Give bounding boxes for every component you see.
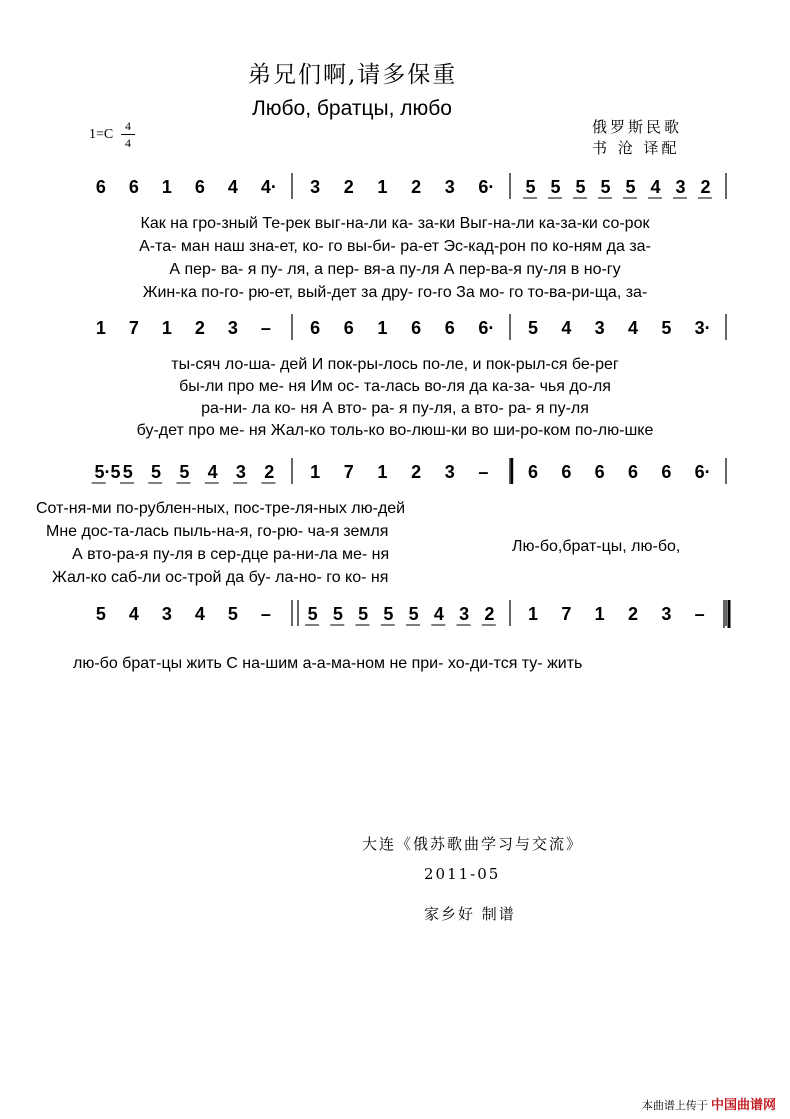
note-symbol: 6 <box>194 177 205 197</box>
note-symbol: – <box>260 604 271 624</box>
note-symbol: 2 <box>700 177 711 197</box>
lyric-line-s3-2: Мне дос-та-лась пыль-на-я, го-рю- ча-я земля <box>46 523 389 540</box>
note-symbol: 2 <box>264 462 275 482</box>
note-symbol: 2 <box>628 604 639 624</box>
lyric-line-s2-2: бы-ли про ме- ня Им ос- та-лась во-ля да ка-за- чья до-ля <box>179 378 611 395</box>
source-credit: 大连《俄苏歌曲学习与交流》 <box>362 835 584 853</box>
lyric-line-s1-3: А пер- ва- я пу- ля, а пер- вя-а пу-ля А пер-ва-я пу-ля в но-гу <box>169 261 621 278</box>
note-symbol: 6 <box>561 462 572 482</box>
note-symbol: – <box>694 604 705 624</box>
note-symbol: 7 <box>561 604 572 624</box>
note-symbol: 6 <box>128 177 139 197</box>
lyric-line-s3-4: Жал-ко саб-ли ос-трой да бу- ла-но- го ко- ня <box>52 569 389 586</box>
note-symbol: 5 <box>525 177 536 197</box>
note-symbol: 5 <box>358 604 369 624</box>
note-symbol: 6 <box>444 318 455 338</box>
site-logo: 中国曲谱网 <box>710 1097 776 1112</box>
note-symbol: 5 <box>227 604 238 624</box>
lyric-line-s3-3: А вто-ра-я пу-ля в сер-дце ра-ни-ла ме- ня <box>72 546 390 563</box>
note-symbol: 5 <box>122 462 133 482</box>
note-symbol: 3 <box>661 604 672 624</box>
note-symbol: 6 <box>661 462 672 482</box>
note-symbol: 4 <box>194 604 205 624</box>
lyric-line-s2-3: ра-ни- ла ко- ня А вто- ра- я пу-ля, а вто- ра- я пу-ля <box>201 400 589 417</box>
note-symbol: 2 <box>343 177 354 197</box>
note-symbol: – <box>478 462 489 482</box>
note-symbol: 5 <box>332 604 343 624</box>
note-symbol: 1 <box>594 604 605 624</box>
note-symbol: – <box>260 318 271 338</box>
lyric-line-s1-2: А-та- ман наш зна-ет, ко- го вы-би- ра-ет Эс-кад-рон по ко-ням да за- <box>139 238 651 255</box>
note-symbol: 1 <box>95 318 106 338</box>
note-symbol: 2 <box>484 604 495 624</box>
note-symbol: 1 <box>528 604 539 624</box>
note-symbol: 5 <box>625 177 636 197</box>
refrain-lyric: Лю-бо,брат-цы, лю-бо, <box>512 538 681 555</box>
lyric-line-s1-1: Как на гро-зный Те-рек выг-на-ли ка- за-ки Выг-на-ли ка-за-ки со-рок <box>140 215 650 232</box>
note-symbol: 1 <box>310 462 321 482</box>
note-symbol: 2 <box>411 462 422 482</box>
note-symbol: 5 <box>528 318 539 338</box>
note-symbol: 1 <box>161 318 172 338</box>
lyric-line-s2-1: ты-сяч ло-ша- дей И пок-ры-лось по-ле, и пок-рыл-ся бе-рег <box>171 356 619 373</box>
note-symbol: 3 <box>227 318 238 338</box>
note-symbol: 3 <box>310 177 321 197</box>
note-symbol: 3 <box>594 318 605 338</box>
note-symbol: 4 <box>628 318 639 338</box>
note-symbol: 6 <box>411 318 422 338</box>
upload-watermark <box>642 1094 776 1113</box>
note-symbol: 1 <box>377 177 388 197</box>
note-symbol: 5 <box>151 462 162 482</box>
lyric-line-s3-1: Сот-ня-ми по-рублен-ных, пос-тре-ля-ных лю-дей <box>36 500 406 517</box>
key-signature: 1=C <box>89 127 114 142</box>
note-symbol: 6· <box>478 318 495 338</box>
upload-text: 本曲谱上传于 <box>641 1100 708 1112</box>
lyric-line-s1-4: Жин-ка по-го- рю-ет, вый-дет за дру- го-го За мо- го то-ва-ри-ща, за- <box>142 284 648 301</box>
time-signature-numerator: 4 <box>125 119 131 133</box>
note-symbol: 5 <box>179 462 190 482</box>
note-symbol: 7 <box>343 462 354 482</box>
note-symbol: 6 <box>594 462 605 482</box>
note-symbol: 2 <box>194 318 205 338</box>
note-symbol: 3 <box>675 177 686 197</box>
note-symbol: 6 <box>528 462 539 482</box>
time-signature-denominator: 4 <box>125 136 131 150</box>
note-symbol: 5 <box>408 604 419 624</box>
song-title-russian: Любо, братцы, любо <box>252 97 452 120</box>
note-symbol: 1 <box>161 177 172 197</box>
note-symbol: 5 <box>575 177 586 197</box>
note-symbol: 5 <box>383 604 394 624</box>
song-title-chinese: 弟兄们啊,请多保重 <box>248 62 458 88</box>
note-symbol: 3 <box>161 604 172 624</box>
note-symbol: 4 <box>650 177 661 197</box>
note-symbol: 6· <box>478 177 495 197</box>
note-symbol: 6 <box>95 177 106 197</box>
note-symbol: 5 <box>600 177 611 197</box>
note-symbol: 6 <box>310 318 321 338</box>
note-symbol: 3 <box>444 462 455 482</box>
lyric-line-s4-1: лю-бо брат-цы жить С на-шим а-а-ма-ном не при- хо-ди-тся ту- жить <box>73 655 583 672</box>
note-symbol: 5 <box>95 604 106 624</box>
lyric-line-s2-4: бу-дет про ме- ня Жал-ко толь-ко во-люш-ки во ши-ро-ком по-лю-шке <box>136 422 654 439</box>
note-symbol: 2 <box>411 177 422 197</box>
note-symbol: 3 <box>444 177 455 197</box>
note-symbol: 4· <box>260 177 277 197</box>
transcriber-credit: 家乡好 制谱 <box>424 905 516 923</box>
note-symbol: 7 <box>128 318 139 338</box>
note-symbol: 5·5 <box>94 462 121 482</box>
note-symbol: 4 <box>207 462 218 482</box>
composer-credit: 俄罗斯民歌 <box>592 118 683 136</box>
note-symbol: 5 <box>661 318 672 338</box>
note-symbol: 3 <box>459 604 470 624</box>
date-credit: 2011-05 <box>424 865 501 883</box>
note-symbol: 6 <box>628 462 639 482</box>
note-symbol: 3 <box>235 462 246 482</box>
note-symbol: 1 <box>377 462 388 482</box>
note-symbol: 1 <box>377 318 388 338</box>
note-symbol: 6 <box>343 318 354 338</box>
note-symbol: 3· <box>694 318 711 338</box>
note-symbol: 6· <box>694 462 711 482</box>
note-symbol: 5 <box>307 604 318 624</box>
note-symbol: 4 <box>433 604 444 624</box>
note-symbol: 4 <box>561 318 572 338</box>
note-symbol: 4 <box>227 177 238 197</box>
arranger-credit: 书 沧 译配 <box>592 139 680 157</box>
note-symbol: 5 <box>550 177 561 197</box>
note-symbol: 4 <box>128 604 139 624</box>
